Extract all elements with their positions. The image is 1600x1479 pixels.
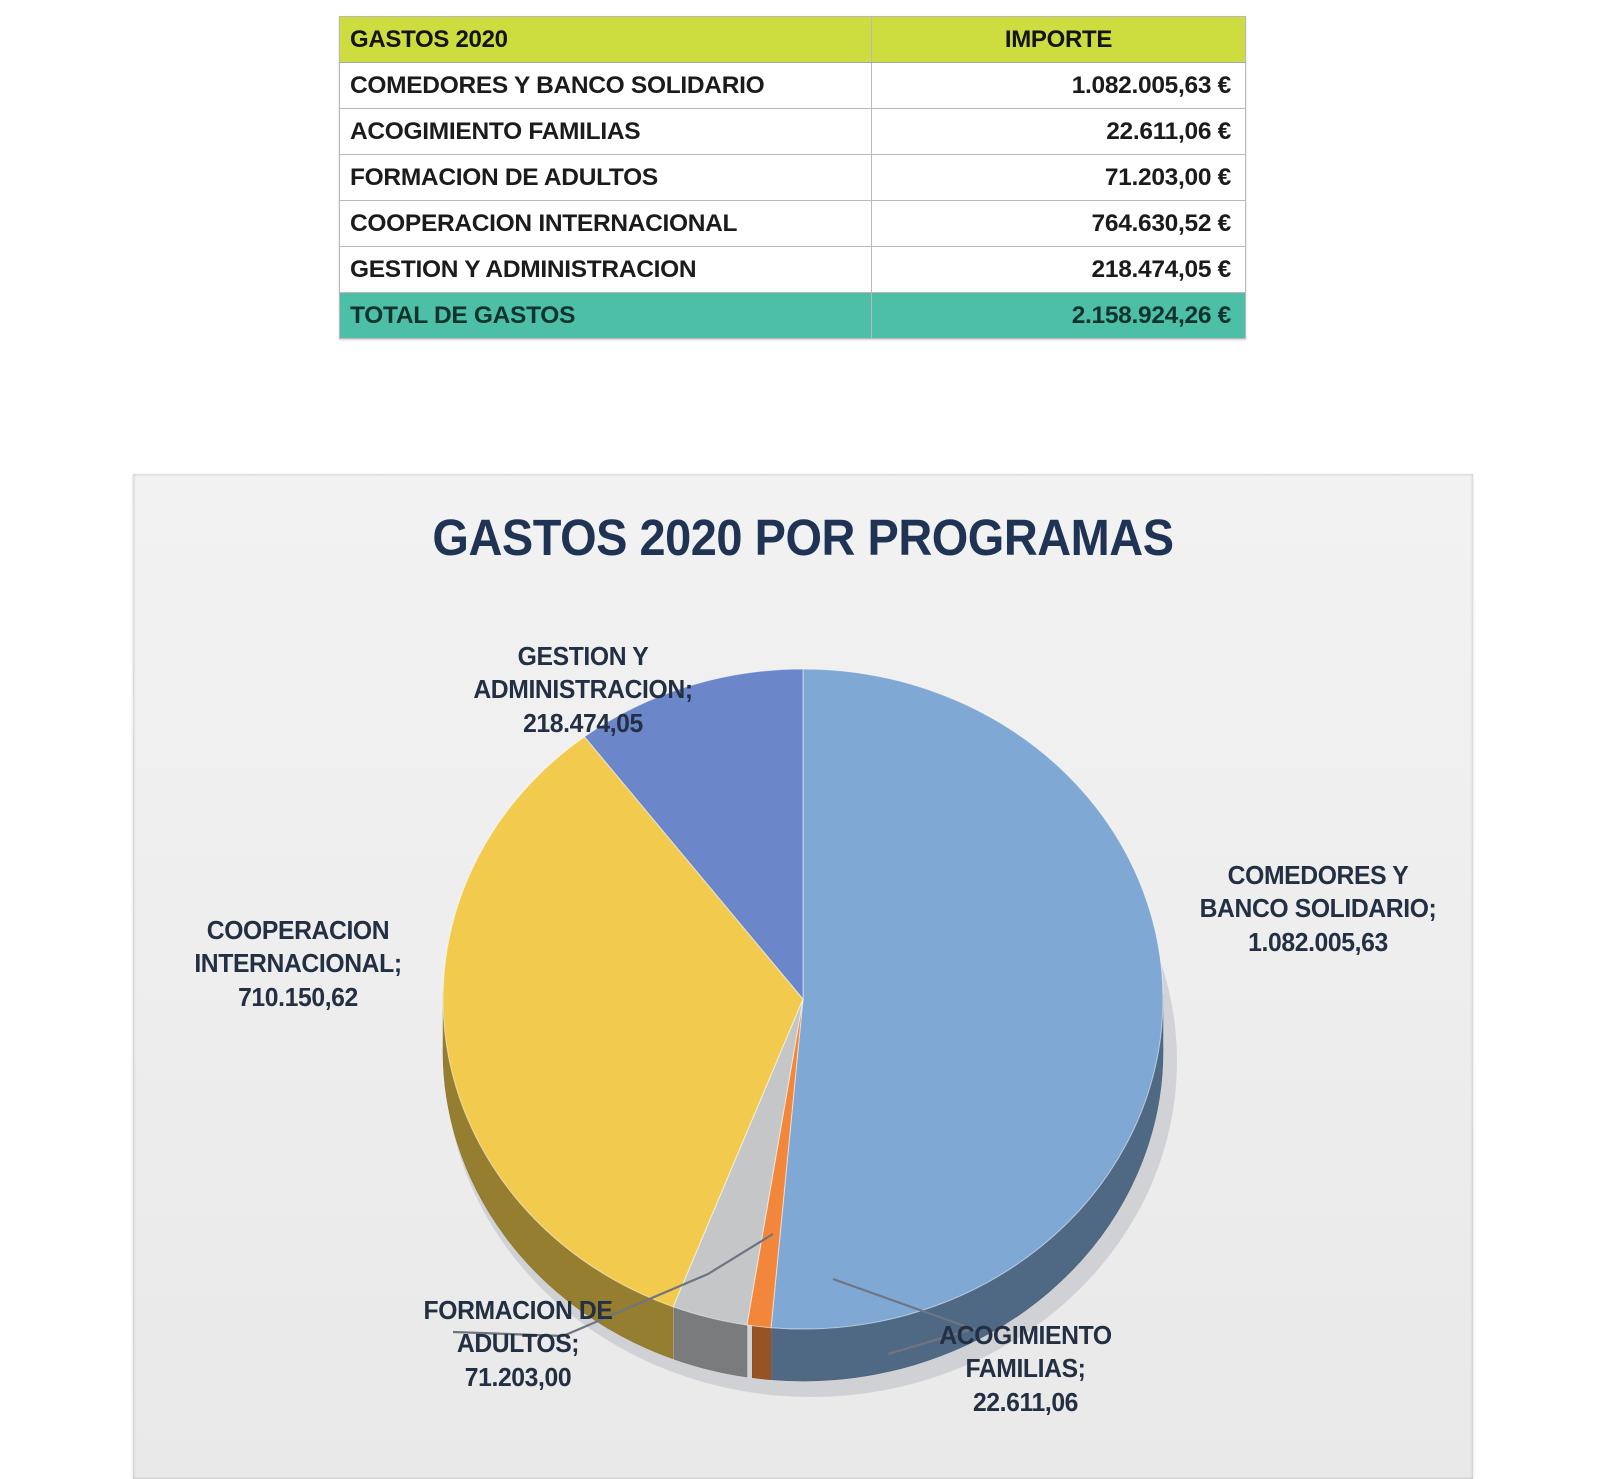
pie-label-line: GESTION Y	[517, 641, 649, 671]
row-amount: 218.474,05 €	[872, 247, 1246, 293]
pie-label-comedores-y-banco-solidario	[1166, 859, 1470, 959]
chart-title: GASTOS 2020 POR PROGRAMAS	[432, 509, 1174, 566]
table-total-row	[340, 293, 1246, 339]
expenses-table	[339, 16, 1246, 339]
pie-label-cooperacion-internacional	[160, 914, 436, 1014]
table-row	[340, 63, 1246, 109]
pie-label-value: 1.082.005,63	[1248, 926, 1388, 957]
total-label: TOTAL DE GASTOS	[340, 293, 872, 339]
table-header-row	[340, 17, 1246, 63]
row-label: ACOGIMIENTO FAMILIAS	[340, 109, 872, 155]
pie-label-line: ADMINISTRACION;	[473, 674, 693, 705]
pie-label-line: BANCO SOLIDARIO;	[1199, 893, 1437, 924]
row-label: COMEDORES Y BANCO SOLIDARIO	[340, 63, 872, 109]
pie-label-line: ADULTOS;	[456, 1328, 580, 1359]
row-label: GESTION Y ADMINISTRACION	[340, 247, 872, 293]
row-label: COOPERACION INTERNACIONAL	[340, 201, 872, 247]
row-amount: 1.082.005,63 €	[872, 63, 1246, 109]
row-label: FORMACION DE ADULTOS	[340, 155, 872, 201]
total-amount: 2.158.924,26 €	[872, 293, 1246, 339]
row-amount: 764.630,52 €	[872, 201, 1246, 247]
row-amount: 71.203,00 €	[872, 155, 1246, 201]
pie-label-formacion-de-adultos	[395, 1294, 642, 1394]
pie-label-acogimiento-familias	[900, 1319, 1152, 1419]
pie-label-value: 710.150,62	[238, 981, 358, 1012]
row-amount: 22.611,06 €	[872, 109, 1246, 155]
table-body	[340, 63, 1246, 339]
pie-label-line: INTERNACIONAL;	[194, 948, 402, 979]
table-row	[340, 109, 1246, 155]
pie-label-value: 22.611,06	[972, 1386, 1079, 1417]
table-row	[340, 247, 1246, 293]
pie-label-gestion-y-administracion	[441, 640, 726, 740]
pie-label-line: COOPERACION	[206, 915, 390, 945]
table-row	[340, 155, 1246, 201]
pie-chart-panel	[133, 474, 1473, 1479]
pie-label-line: FORMACION DE	[423, 1295, 613, 1325]
pie-label-line: COMEDORES Y	[1227, 860, 1409, 890]
table-header-category: GASTOS 2020	[340, 17, 872, 63]
table-header-amount: IMPORTE	[872, 17, 1246, 63]
pie-label-line: ACOGIMIENTO	[939, 1320, 1112, 1350]
pie-label-value: 71.203,00	[464, 1361, 572, 1392]
table-row	[340, 201, 1246, 247]
pie-label-value: 218.474,05	[523, 707, 643, 738]
pie-label-line: FAMILIAS;	[965, 1353, 1086, 1384]
